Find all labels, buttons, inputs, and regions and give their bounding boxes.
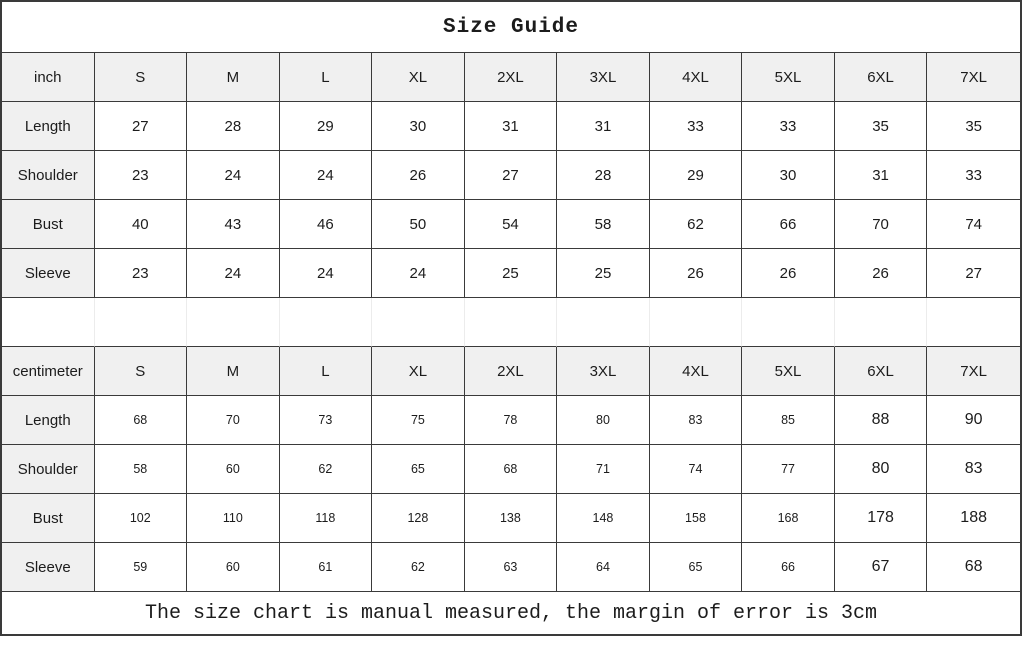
- size-value-cell: 68: [927, 543, 1020, 592]
- size-value-cell: 24: [372, 249, 465, 298]
- size-value-cell: 65: [650, 543, 743, 592]
- row-label: Sleeve: [2, 249, 95, 298]
- spacer-cell: [187, 298, 280, 347]
- size-value-cell: 27: [95, 102, 188, 151]
- size-value-cell: 50: [372, 200, 465, 249]
- spacer-cell: [280, 298, 373, 347]
- unit-header-inch: inch: [2, 53, 95, 102]
- row-label: Length: [2, 102, 95, 151]
- inch-sleeve-row: [2, 249, 1020, 298]
- size-value-cell: 60: [187, 445, 280, 494]
- spacer-cell: [927, 298, 1020, 347]
- size-value-cell: 23: [95, 249, 188, 298]
- spacer-cell: [95, 298, 188, 347]
- size-value-cell: 70: [187, 396, 280, 445]
- size-value-cell: 24: [280, 151, 373, 200]
- row-label: Length: [2, 396, 95, 445]
- cm-bust-row: [2, 494, 1020, 543]
- size-value-cell: 46: [280, 200, 373, 249]
- size-value-cell: 71: [557, 445, 650, 494]
- size-value-cell: 29: [650, 151, 743, 200]
- cm-length-row: [2, 396, 1020, 445]
- size-value-cell: 128: [372, 494, 465, 543]
- size-value-cell: 31: [465, 102, 558, 151]
- unit-header-centimeter: centimeter: [2, 347, 95, 396]
- size-value-cell: 30: [372, 102, 465, 151]
- size-col-header: 2XL: [465, 347, 558, 396]
- size-value-cell: 25: [557, 249, 650, 298]
- size-value-cell: 35: [835, 102, 928, 151]
- size-value-cell: 61: [280, 543, 373, 592]
- size-value-cell: 118: [280, 494, 373, 543]
- cm-shoulder-row: [2, 445, 1020, 494]
- row-label: Bust: [2, 494, 95, 543]
- size-value-cell: 62: [650, 200, 743, 249]
- size-value-cell: 40: [95, 200, 188, 249]
- size-value-cell: 28: [557, 151, 650, 200]
- size-value-cell: 26: [372, 151, 465, 200]
- size-col-header: XL: [372, 347, 465, 396]
- size-value-cell: 35: [927, 102, 1020, 151]
- size-col-header: S: [95, 53, 188, 102]
- size-value-cell: 80: [557, 396, 650, 445]
- size-value-cell: 24: [187, 249, 280, 298]
- size-value-cell: 102: [95, 494, 188, 543]
- size-value-cell: 26: [650, 249, 743, 298]
- size-value-cell: 33: [742, 102, 835, 151]
- size-value-cell: 67: [835, 543, 928, 592]
- inch-shoulder-row: [2, 151, 1020, 200]
- row-label: Bust: [2, 200, 95, 249]
- size-col-header: 3XL: [557, 53, 650, 102]
- size-col-header: L: [280, 347, 373, 396]
- spacer-cell: [650, 298, 743, 347]
- size-col-header: XL: [372, 53, 465, 102]
- row-label: Shoulder: [2, 151, 95, 200]
- size-col-header: 2XL: [465, 53, 558, 102]
- size-value-cell: 24: [280, 249, 373, 298]
- size-value-cell: 83: [927, 445, 1020, 494]
- title-row: [2, 2, 1020, 53]
- size-value-cell: 148: [557, 494, 650, 543]
- size-value-cell: 64: [557, 543, 650, 592]
- size-value-cell: 27: [465, 151, 558, 200]
- inch-header-row: [2, 53, 1020, 102]
- spacer-cell: [835, 298, 928, 347]
- cm-sleeve-row: [2, 543, 1020, 592]
- size-value-cell: 31: [835, 151, 928, 200]
- size-col-header: 6XL: [835, 347, 928, 396]
- spacer-cell: [557, 298, 650, 347]
- size-col-header: 3XL: [557, 347, 650, 396]
- spacer-cell: [742, 298, 835, 347]
- size-col-header: M: [187, 347, 280, 396]
- size-value-cell: 54: [465, 200, 558, 249]
- size-value-cell: 70: [835, 200, 928, 249]
- size-value-cell: 62: [280, 445, 373, 494]
- inch-length-row: [2, 102, 1020, 151]
- size-value-cell: 29: [280, 102, 373, 151]
- size-value-cell: 66: [742, 543, 835, 592]
- size-value-cell: 43: [187, 200, 280, 249]
- size-value-cell: 26: [742, 249, 835, 298]
- size-value-cell: 58: [557, 200, 650, 249]
- size-value-cell: 33: [650, 102, 743, 151]
- size-value-cell: 63: [465, 543, 558, 592]
- size-value-cell: 65: [372, 445, 465, 494]
- row-label: Shoulder: [2, 445, 95, 494]
- size-value-cell: 74: [650, 445, 743, 494]
- size-value-cell: 24: [187, 151, 280, 200]
- measurement-disclaimer: The size chart is manual measured, the margin of error is 3cm: [2, 592, 1020, 634]
- size-value-cell: 62: [372, 543, 465, 592]
- size-col-header: 4XL: [650, 53, 743, 102]
- size-col-header: 4XL: [650, 347, 743, 396]
- centimeter-header-row: [2, 347, 1020, 396]
- size-value-cell: 66: [742, 200, 835, 249]
- size-value-cell: 68: [95, 396, 188, 445]
- size-value-cell: 73: [280, 396, 373, 445]
- size-value-cell: 75: [372, 396, 465, 445]
- size-value-cell: 58: [95, 445, 188, 494]
- row-label: Sleeve: [2, 543, 95, 592]
- size-col-header: 6XL: [835, 53, 928, 102]
- size-value-cell: 25: [465, 249, 558, 298]
- size-value-cell: 83: [650, 396, 743, 445]
- size-value-cell: 80: [835, 445, 928, 494]
- size-value-cell: 23: [95, 151, 188, 200]
- size-value-cell: 138: [465, 494, 558, 543]
- size-guide-title: Size Guide: [2, 2, 1020, 53]
- size-col-header: 5XL: [742, 347, 835, 396]
- size-value-cell: 158: [650, 494, 743, 543]
- size-value-cell: 85: [742, 396, 835, 445]
- size-col-header: 7XL: [927, 53, 1020, 102]
- spacer-cell: [2, 298, 95, 347]
- size-value-cell: 59: [95, 543, 188, 592]
- footer-row: [2, 592, 1020, 634]
- size-value-cell: 74: [927, 200, 1020, 249]
- size-value-cell: 28: [187, 102, 280, 151]
- inch-bust-row: [2, 200, 1020, 249]
- size-value-cell: 26: [835, 249, 928, 298]
- size-value-cell: 168: [742, 494, 835, 543]
- size-value-cell: 30: [742, 151, 835, 200]
- size-value-cell: 110: [187, 494, 280, 543]
- size-value-cell: 31: [557, 102, 650, 151]
- size-col-header: L: [280, 53, 373, 102]
- size-col-header: 5XL: [742, 53, 835, 102]
- size-value-cell: 33: [927, 151, 1020, 200]
- size-value-cell: 27: [927, 249, 1020, 298]
- size-col-header: S: [95, 347, 188, 396]
- size-value-cell: 188: [927, 494, 1020, 543]
- size-col-header: 7XL: [927, 347, 1020, 396]
- spacer-row: [2, 298, 1020, 347]
- size-value-cell: 60: [187, 543, 280, 592]
- size-col-header: M: [187, 53, 280, 102]
- size-value-cell: 90: [927, 396, 1020, 445]
- size-value-cell: 88: [835, 396, 928, 445]
- size-value-cell: 77: [742, 445, 835, 494]
- size-value-cell: 78: [465, 396, 558, 445]
- size-value-cell: 178: [835, 494, 928, 543]
- spacer-cell: [465, 298, 558, 347]
- spacer-cell: [372, 298, 465, 347]
- size-value-cell: 68: [465, 445, 558, 494]
